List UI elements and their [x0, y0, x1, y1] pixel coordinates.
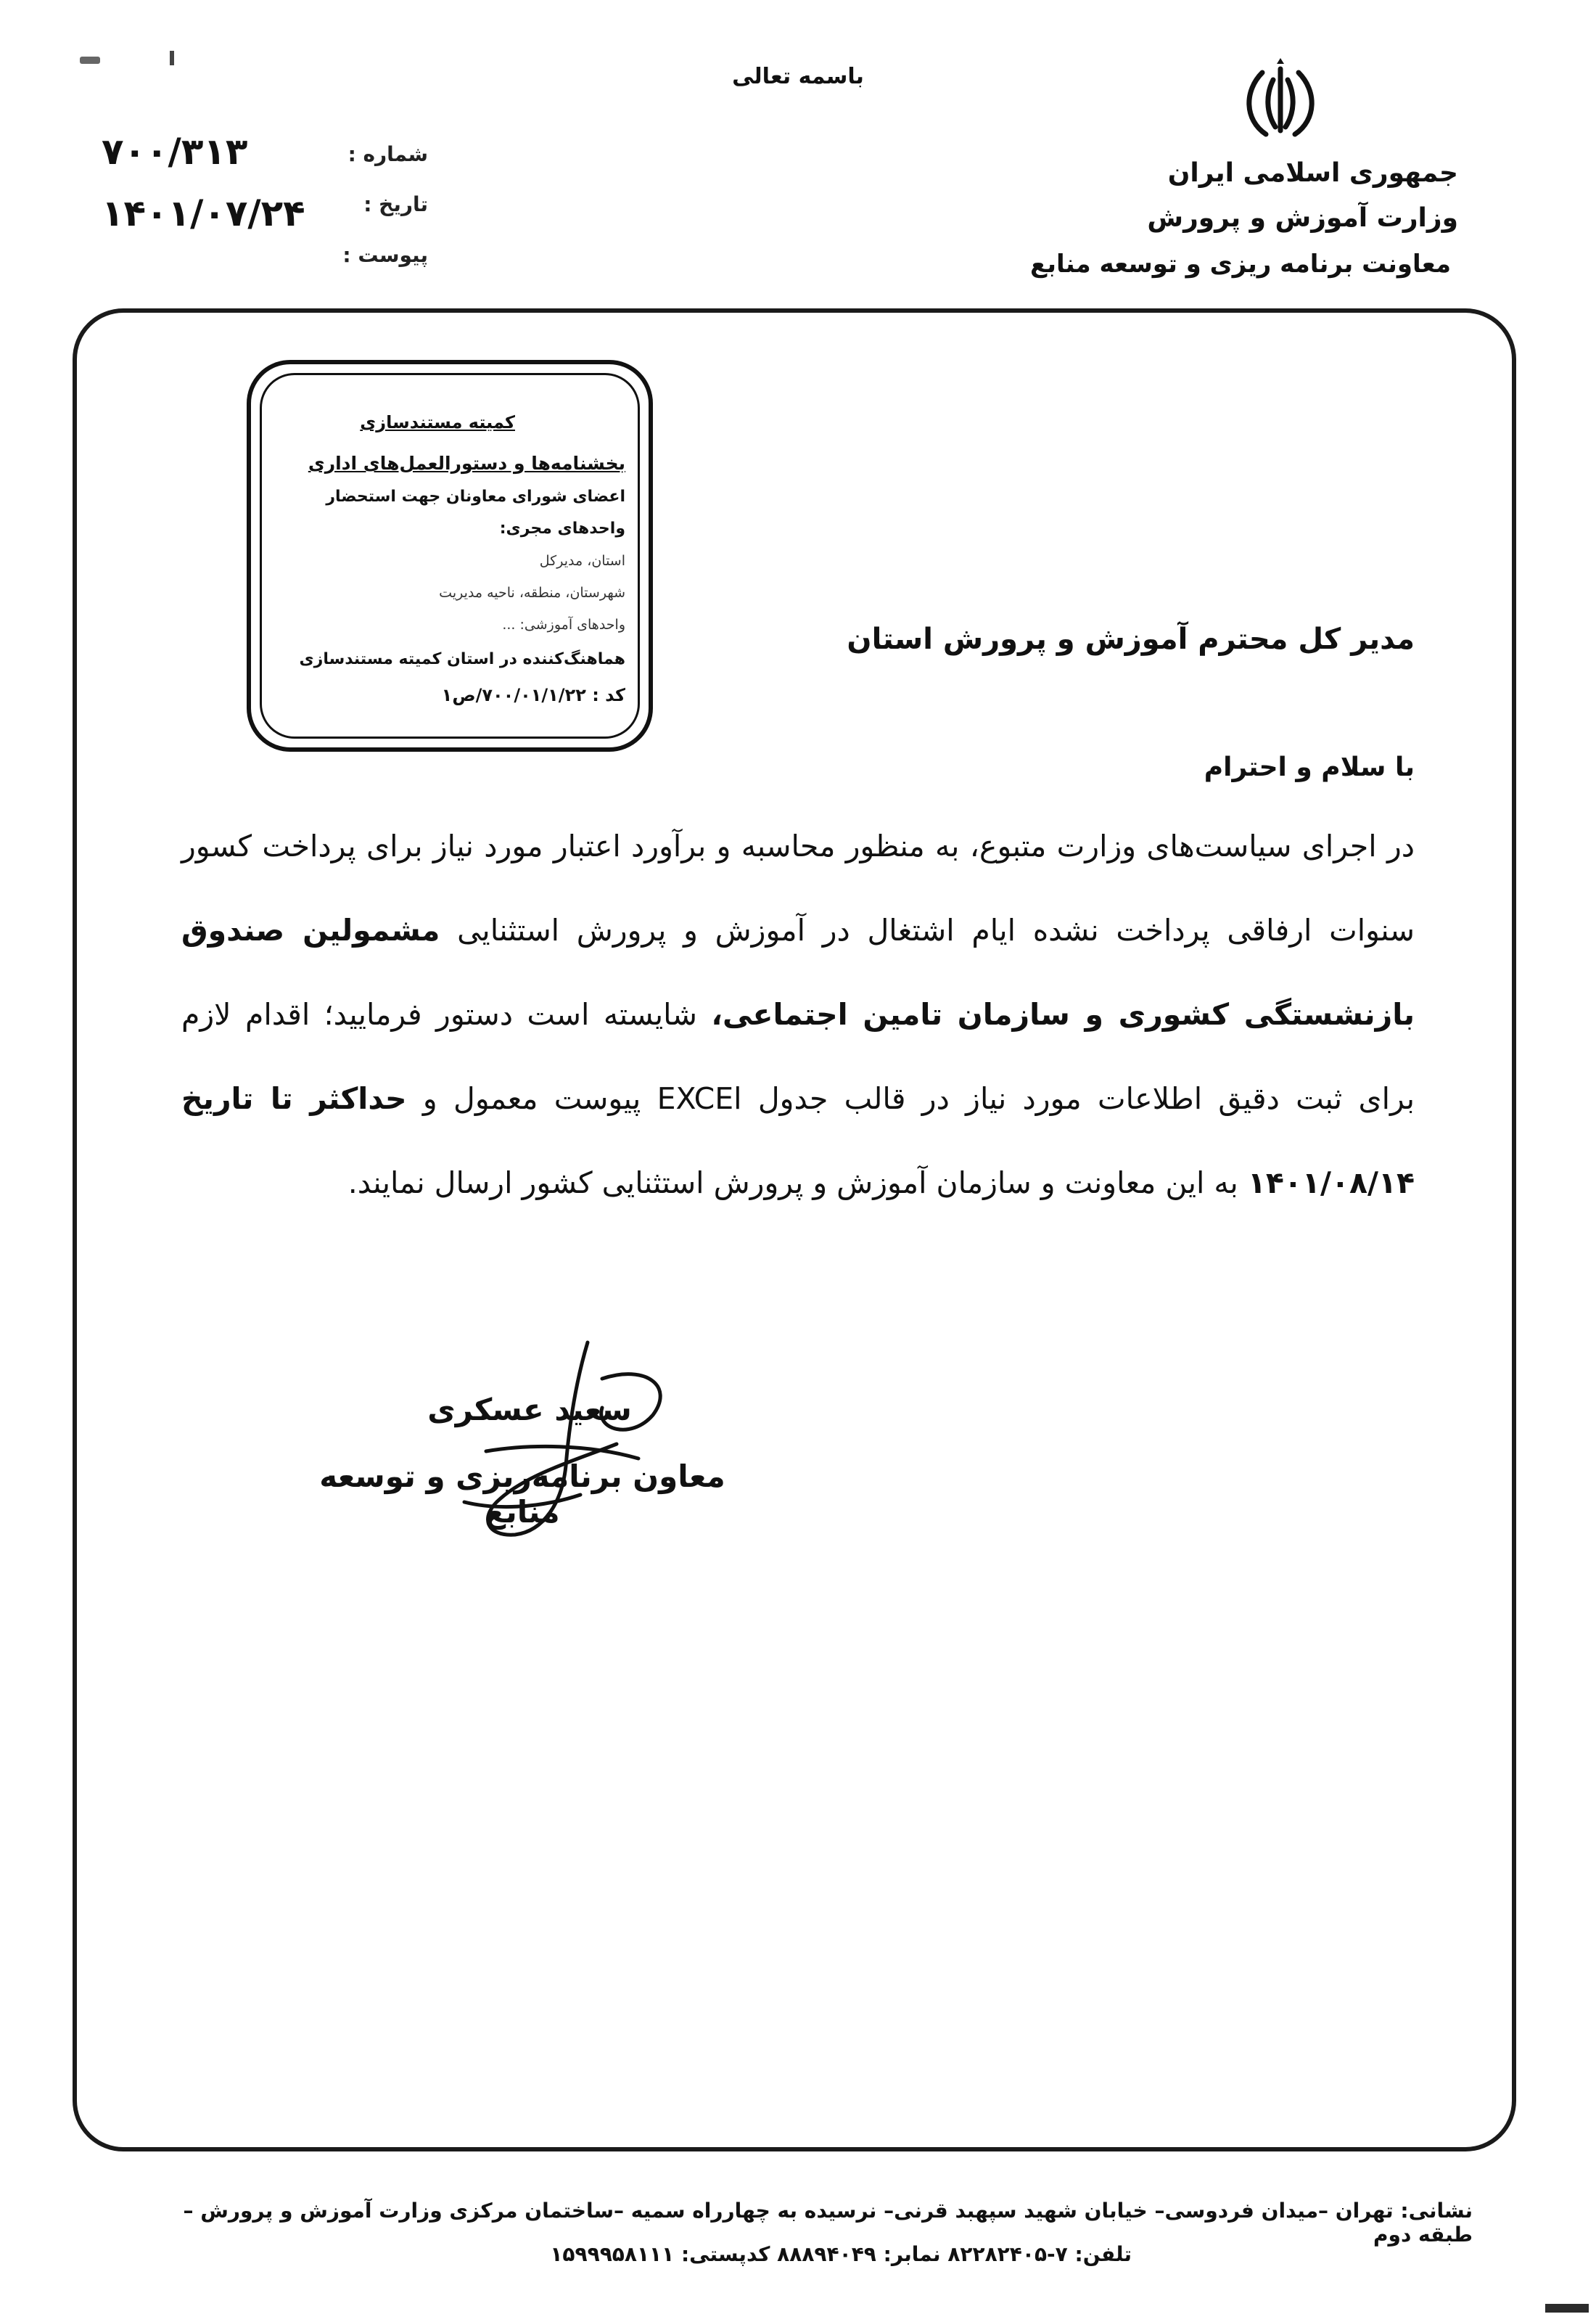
org-line-1: جمهوری اسلامی ایران — [1167, 158, 1458, 188]
body-emphasis-deadline: حداکثر تا تاریخ ۱۴۰۱/۰۸/۱۴ — [181, 1081, 1415, 1200]
stamp-title: کمیته مستندسازی — [360, 412, 515, 432]
letter-body — [181, 804, 1415, 1225]
greeting: با سلام و احترام — [1204, 752, 1415, 782]
date-value: ۱۴۰۱/۰۷/۲۴ — [102, 192, 305, 234]
body-part-e: به این معاونت و سازمان آموزش و پرورش استثنایی کشور ارسال نمایند. — [347, 1165, 1248, 1200]
footer-contact: تلفن: ۷-۸۲۲۸۲۴۰۵ نمابر: ۸۸۸۹۴۰۴۹ کدپستی: ۱۵۹۹۹۵۸۱۱۱ — [550, 2242, 1132, 2266]
body-part-a: در اجرای سیاست‌های وزارت متبوع، به منظور محاسبه و برآورد اعتبار مورد نیاز برای پرداخت کسور سنوات ارفاقی پرداخت نشده ایام اشتغال در آموزش و پرورش استثنایی — [181, 829, 1415, 948]
date-label: تاریخ : — [363, 192, 428, 216]
corner-mark — [1545, 2304, 1589, 2313]
org-line-2: وزارت آموزش و پرورش — [1147, 203, 1458, 233]
stamp-line-3: استان، مدیرکل — [539, 553, 625, 569]
recipient: مدیر کل محترم آموزش و پرورش استان — [847, 623, 1415, 656]
signatory-title: معاون برنامه‌ریزی و توسعه منابع — [319, 1459, 725, 1530]
stamp-subtitle: بخشنامه‌ها و دستورالعمل‌های اداری — [308, 453, 625, 474]
org-line-3: معاونت برنامه ریزی و توسعه منابع — [1029, 250, 1451, 279]
attachment-label: پیوست : — [342, 243, 428, 267]
iran-emblem-icon — [1233, 58, 1328, 145]
scan-speck — [170, 51, 174, 65]
stamp-line-6: هماهنگ‌کننده در استان کمیته مستندسازی — [299, 650, 625, 668]
stamp-line-4: شهرستان، منطقه، ناحیه مدیریت — [439, 585, 625, 601]
bismillah: باسمه تعالی — [732, 64, 864, 89]
number-label: شماره : — [347, 142, 428, 166]
scan-speck — [80, 57, 100, 64]
signatory-name: سعید عسکری — [427, 1392, 632, 1427]
stamp-line-2: واحدهای مجری: — [499, 520, 625, 538]
footer-address: نشانی: تهران –میدان فردوسی– خیابان شهید سپهبد قرنی– نرسیده به چهارراه سمیه –ساختمان مرکزی وزارت آموزش و پرورش –طبقه دوم — [183, 2199, 1473, 2247]
body-part-c: شایسته است دستور فرمایید؛ اقدام لازم برای ثبت دقیق اطلاعات مورد نیاز در قالب جدول EXCEl پیوست معمول و — [181, 997, 1415, 1116]
stamp-line-1: اعضای شورای معاونان جهت استحضار — [326, 488, 625, 506]
number-value: ۷۰۰/۳۱۳ — [102, 131, 248, 173]
stamp-code: کد : ۷۰۰/۰۱/۱/۲۲/ص۱ — [441, 685, 625, 705]
body-emphasis-beneficiaries: مشمولین صندوق بازنشستگی کشوری و سازمان تامین اجتماعی، — [181, 913, 1415, 1032]
stamp-line-5: واحدهای آموزشی: ... — [502, 617, 625, 633]
